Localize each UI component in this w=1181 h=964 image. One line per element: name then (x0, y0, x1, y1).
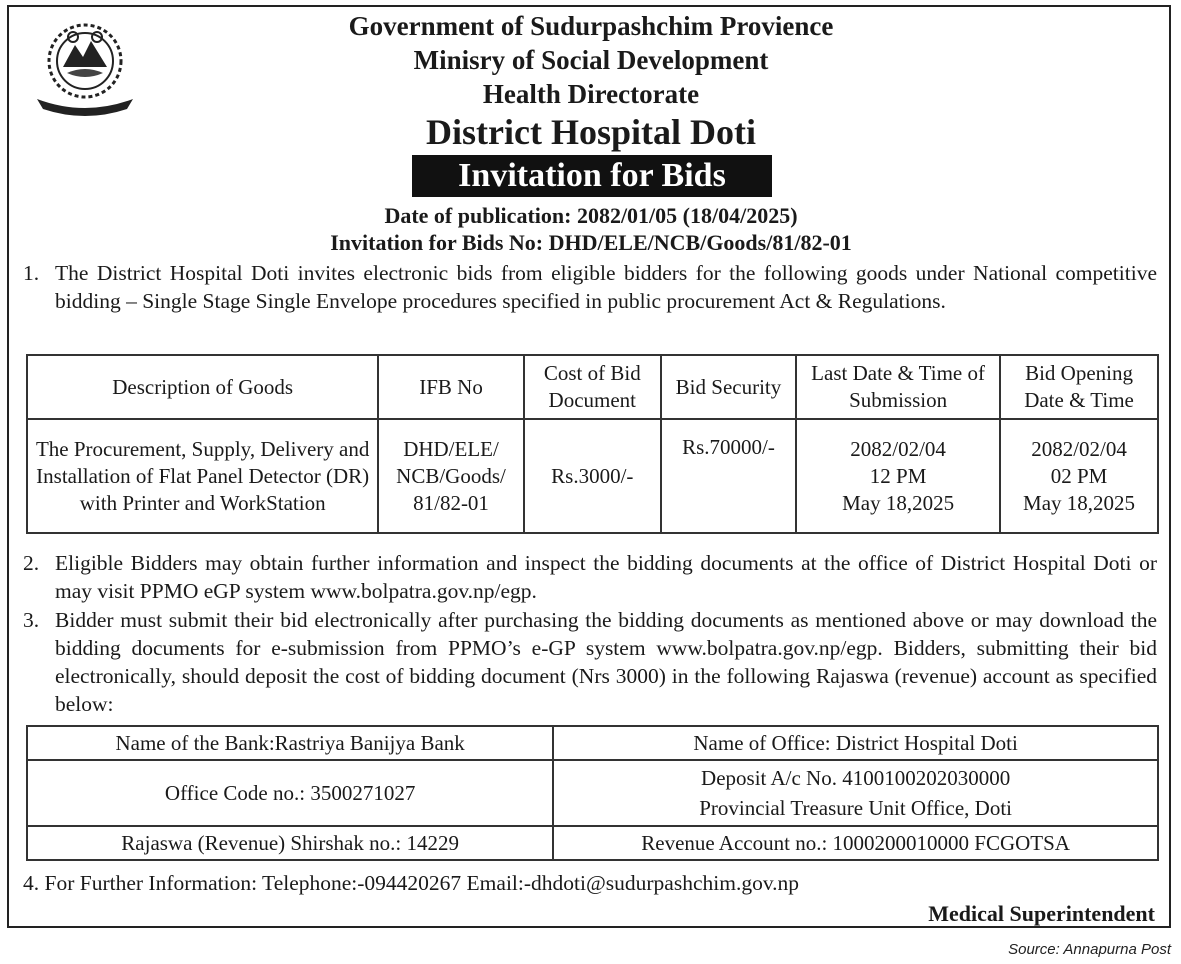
cell-security: Rs.70000/- (661, 419, 796, 533)
treasury-office: Provincial Treasure Unit Office, Doti (699, 796, 1013, 820)
col-ifb-no: IFB No (378, 355, 523, 419)
cell-last-date (796, 419, 1000, 533)
source-credit: Source: Annapurna Post (1008, 941, 1171, 958)
open-date-bs: 2082/02/04 (1031, 436, 1127, 461)
government-title: Government of Sudurpashchim Provience (348, 11, 834, 41)
cell-opening (1000, 419, 1158, 533)
goods-table (26, 354, 1159, 534)
revenue-account: Revenue Account no.: 1000200010000 FCGOTSA (553, 826, 1158, 860)
table-row (27, 760, 1158, 826)
office-name: Name of Office: District Hospital Doti (553, 726, 1158, 760)
open-date-ad: May 18,2025 (1023, 490, 1136, 515)
signatory: Medical Superintendent (928, 901, 1155, 926)
table-row (27, 826, 1158, 860)
table-row (27, 419, 1158, 533)
revenue-account-table (26, 725, 1159, 861)
open-time: 02 PM (1050, 463, 1108, 488)
directorate-title: Health Directorate (482, 79, 700, 109)
revenue-shirshak: Rajaswa (Revenue) Shirshak no.: 14229 (27, 826, 553, 860)
office-code: Office Code no.: 3500271027 (27, 760, 553, 826)
para-1-text: The District Hospital Doti invites electronic bids from eligible bidders for the following goods under National competitive bidding – Single Stage Single Envelope procedures specified in public procurement Act & Regulations. (55, 261, 1157, 313)
col-opening: Bid Opening Date & Time (1000, 355, 1158, 419)
invitation-banner: Invitation for Bids (412, 155, 772, 197)
col-cost: Cost of Bid Document (524, 355, 661, 419)
last-time: 12 PM (869, 463, 927, 488)
publication-date: Date of publication: 2082/01/05 (18/04/2025) (384, 203, 798, 228)
ifb-number: Invitation for Bids No: DHD/ELE/NCB/Goods/81/82-01 (330, 230, 852, 255)
para-1-number: 1. (23, 261, 40, 285)
ministry-title: Minisry of Social Development (413, 45, 769, 75)
last-date-bs: 2082/02/04 (850, 436, 946, 461)
para-2-number: 2. (23, 551, 40, 575)
cell-cost: Rs.3000/- (524, 419, 661, 533)
deposit-account: Deposit A/c No. 4100100202030000 (701, 766, 1011, 790)
hospital-title: District Hospital Doti (426, 112, 756, 152)
col-description: Description of Goods (27, 355, 378, 419)
deposit-cell (553, 760, 1158, 826)
col-security: Bid Security (661, 355, 796, 419)
table-row (27, 726, 1158, 760)
bid-notice (7, 5, 1171, 928)
bank-name: Name of the Bank:Rastriya Banijya Bank (27, 726, 553, 760)
goods-table-header (27, 355, 1158, 419)
cell-ifb-no: DHD/ELE/ NCB/Goods/ 81/82-01 (378, 419, 523, 533)
cell-description: The Procurement, Supply, Delivery and Installation of Flat Panel Detector (DR) with Printer and WorkStation (27, 419, 378, 533)
para-2-text: Eligible Bidders may obtain further information and inspect the bidding documents at the office of District Hospital Doti or may visit PPMO eGP system www.bolpatra.gov.np/egp. (55, 551, 1157, 603)
para-3-text: Bidder must submit their bid electronically after purchasing the bidding documents as mentioned above or may download the bidding documents for e-submission from PPMO’s e-GP system www.bolpatra.gov.np/egp. Bidders, submitting their bid electronically, should deposit the cost of bidding document (Nrs 3000) in the following Rajaswa (revenue) account as specified below: (55, 608, 1157, 716)
para-3-number: 3. (23, 608, 40, 632)
col-last-date: Last Date & Time of Submission (796, 355, 1000, 419)
last-date-ad: May 18,2025 (842, 490, 955, 515)
contact-info: 4. For Further Information: Telephone:-094420267 Email:-dhdoti@sudurpashchim.gov.np (23, 871, 800, 895)
